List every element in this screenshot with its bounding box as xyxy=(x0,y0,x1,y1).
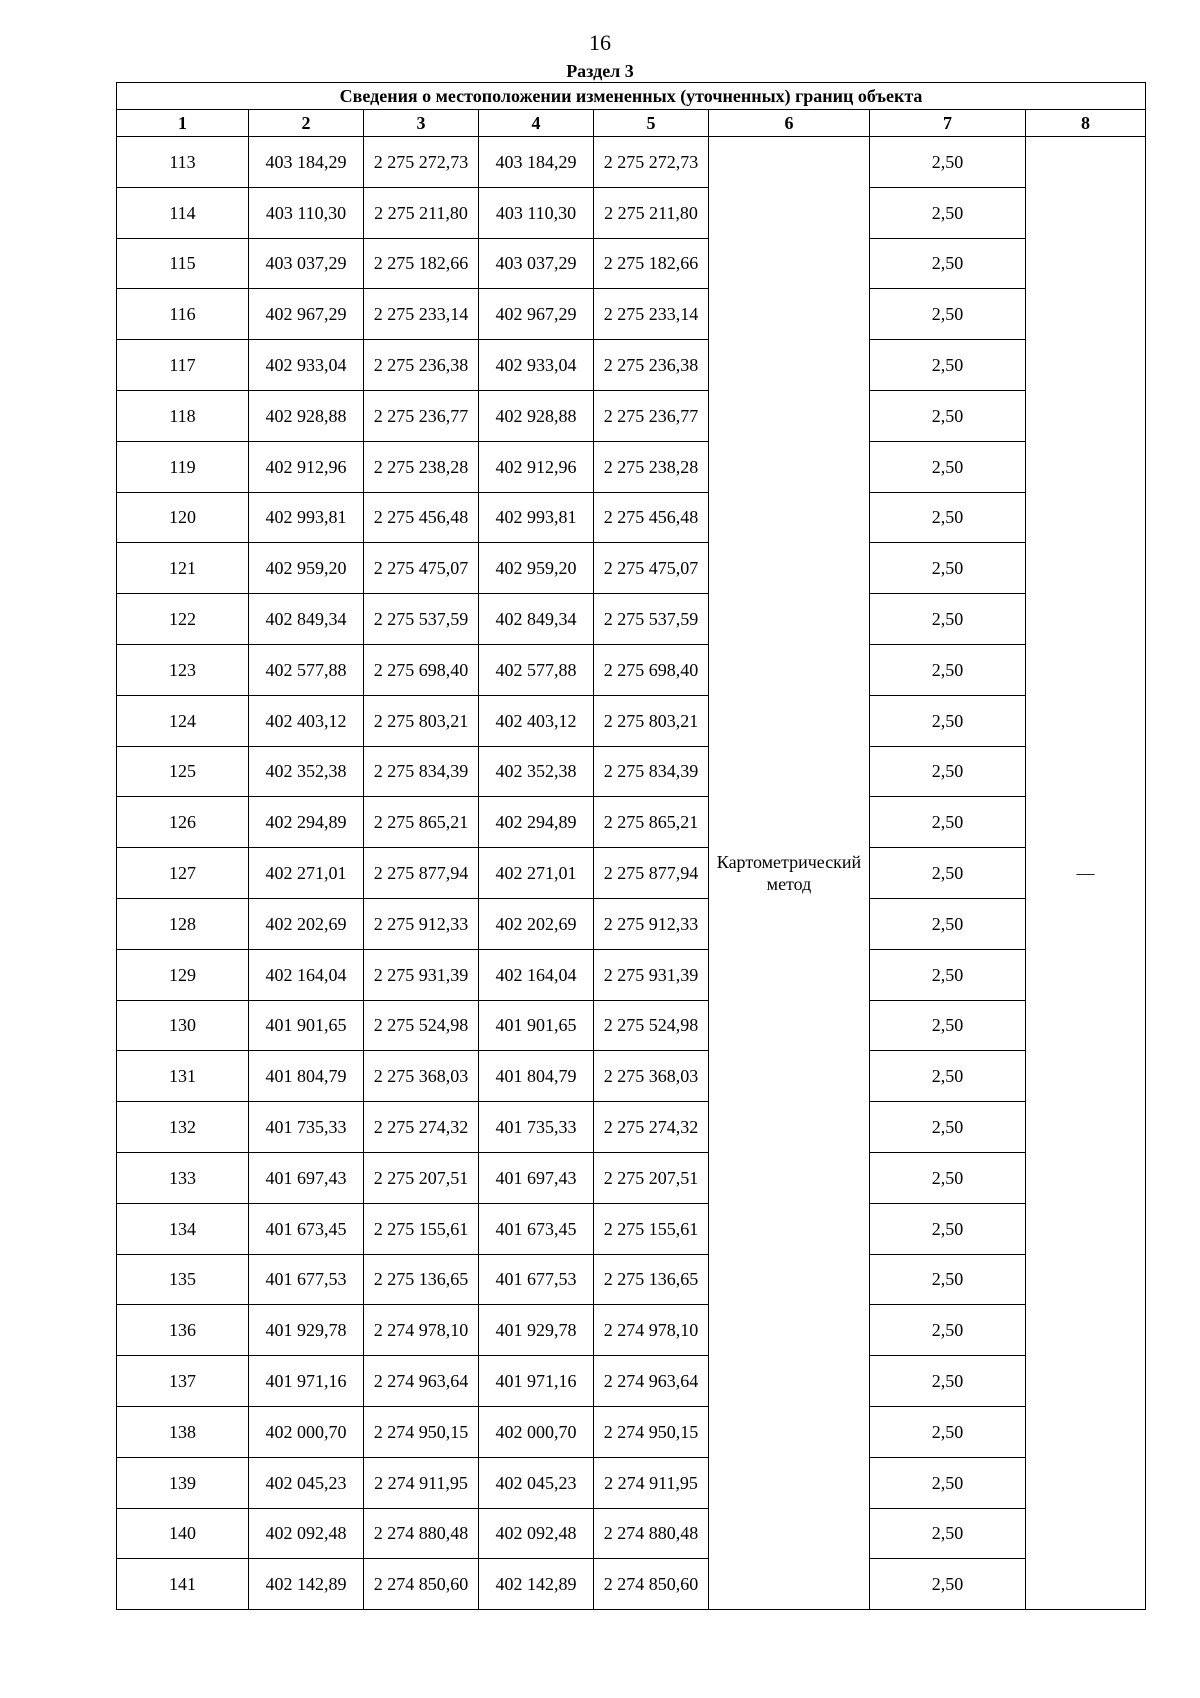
x-new-cell: 403 184,29 xyxy=(479,137,594,188)
column-8-cell: — xyxy=(1026,137,1146,1610)
x-old-cell: 402 164,04 xyxy=(249,949,364,1000)
point-number-cell: 119 xyxy=(117,441,249,492)
y-new-cell: 2 275 207,51 xyxy=(594,1152,709,1203)
y-new-cell: 2 274 963,64 xyxy=(594,1356,709,1407)
x-new-cell: 402 912,96 xyxy=(479,441,594,492)
y-old-cell: 2 275 698,40 xyxy=(364,644,479,695)
x-new-cell: 402 959,20 xyxy=(479,543,594,594)
x-old-cell: 402 271,01 xyxy=(249,848,364,899)
x-old-cell: 402 928,88 xyxy=(249,390,364,441)
x-new-cell: 402 577,88 xyxy=(479,644,594,695)
y-old-cell: 2 275 182,66 xyxy=(364,238,479,289)
accuracy-cell: 2,50 xyxy=(870,137,1026,188)
point-number-cell: 124 xyxy=(117,695,249,746)
accuracy-cell: 2,50 xyxy=(870,340,1026,391)
y-new-cell: 2 275 211,80 xyxy=(594,187,709,238)
accuracy-cell: 2,50 xyxy=(870,1559,1026,1610)
y-new-cell: 2 275 834,39 xyxy=(594,746,709,797)
table-row xyxy=(117,137,1146,188)
y-new-cell: 2 275 931,39 xyxy=(594,949,709,1000)
x-old-cell: 401 929,78 xyxy=(249,1305,364,1356)
y-new-cell: 2 274 911,95 xyxy=(594,1457,709,1508)
x-new-cell: 401 901,65 xyxy=(479,1000,594,1051)
x-old-cell: 402 849,34 xyxy=(249,594,364,645)
accuracy-cell: 2,50 xyxy=(870,695,1026,746)
y-new-cell: 2 275 274,32 xyxy=(594,1102,709,1153)
x-new-cell: 401 673,45 xyxy=(479,1203,594,1254)
table-row xyxy=(117,1051,1146,1102)
table-row xyxy=(117,1254,1146,1305)
y-new-cell: 2 275 912,33 xyxy=(594,898,709,949)
y-new-cell: 2 274 850,60 xyxy=(594,1559,709,1610)
x-old-cell: 402 933,04 xyxy=(249,340,364,391)
column-header: 6 xyxy=(709,110,870,137)
accuracy-cell: 2,50 xyxy=(870,1000,1026,1051)
x-old-cell: 402 045,23 xyxy=(249,1457,364,1508)
page-number: 16 xyxy=(589,30,611,55)
x-new-cell: 402 928,88 xyxy=(479,390,594,441)
y-old-cell: 2 275 155,61 xyxy=(364,1203,479,1254)
x-old-cell: 401 901,65 xyxy=(249,1000,364,1051)
x-new-cell: 402 164,04 xyxy=(479,949,594,1000)
point-number-cell: 116 xyxy=(117,289,249,340)
x-new-cell: 402 993,81 xyxy=(479,492,594,543)
table-row xyxy=(117,1559,1146,1610)
point-number-cell: 131 xyxy=(117,1051,249,1102)
table-row xyxy=(117,898,1146,949)
accuracy-cell: 2,50 xyxy=(870,898,1026,949)
y-old-cell: 2 275 238,28 xyxy=(364,441,479,492)
point-number-cell: 115 xyxy=(117,238,249,289)
x-old-cell: 402 000,70 xyxy=(249,1406,364,1457)
table-caption: Сведения о местоположении измененных (уточненных) границ объекта xyxy=(117,83,1146,110)
point-number-cell: 138 xyxy=(117,1406,249,1457)
y-old-cell: 2 274 950,15 xyxy=(364,1406,479,1457)
x-old-cell: 403 184,29 xyxy=(249,137,364,188)
point-number-cell: 117 xyxy=(117,340,249,391)
y-old-cell: 2 275 931,39 xyxy=(364,949,479,1000)
table-row xyxy=(117,1457,1146,1508)
x-new-cell: 401 929,78 xyxy=(479,1305,594,1356)
y-new-cell: 2 275 136,65 xyxy=(594,1254,709,1305)
x-old-cell: 402 142,89 xyxy=(249,1559,364,1610)
y-new-cell: 2 275 155,61 xyxy=(594,1203,709,1254)
y-old-cell: 2 274 850,60 xyxy=(364,1559,479,1610)
table-row xyxy=(117,695,1146,746)
point-number-cell: 122 xyxy=(117,594,249,645)
x-old-cell: 403 037,29 xyxy=(249,238,364,289)
accuracy-cell: 2,50 xyxy=(870,644,1026,695)
column-header: 8 xyxy=(1026,110,1146,137)
y-new-cell: 2 275 524,98 xyxy=(594,1000,709,1051)
y-old-cell: 2 275 233,14 xyxy=(364,289,479,340)
y-old-cell: 2 275 456,48 xyxy=(364,492,479,543)
point-number-cell: 121 xyxy=(117,543,249,594)
table-row xyxy=(117,441,1146,492)
table-row xyxy=(117,289,1146,340)
x-new-cell: 402 294,89 xyxy=(479,797,594,848)
accuracy-cell: 2,50 xyxy=(870,187,1026,238)
x-new-cell: 402 849,34 xyxy=(479,594,594,645)
y-old-cell: 2 275 368,03 xyxy=(364,1051,479,1102)
y-new-cell: 2 275 537,59 xyxy=(594,594,709,645)
x-new-cell: 402 045,23 xyxy=(479,1457,594,1508)
x-old-cell: 402 993,81 xyxy=(249,492,364,543)
x-old-cell: 402 294,89 xyxy=(249,797,364,848)
accuracy-cell: 2,50 xyxy=(870,797,1026,848)
y-new-cell: 2 275 456,48 xyxy=(594,492,709,543)
y-old-cell: 2 275 274,32 xyxy=(364,1102,479,1153)
y-new-cell: 2 275 233,14 xyxy=(594,289,709,340)
table-row xyxy=(117,1152,1146,1203)
accuracy-cell: 2,50 xyxy=(870,1356,1026,1407)
boundary-table xyxy=(116,82,1146,1610)
point-number-cell: 130 xyxy=(117,1000,249,1051)
x-old-cell: 402 912,96 xyxy=(249,441,364,492)
x-new-cell: 402 967,29 xyxy=(479,289,594,340)
column-header: 2 xyxy=(249,110,364,137)
y-new-cell: 2 274 978,10 xyxy=(594,1305,709,1356)
x-old-cell: 402 092,48 xyxy=(249,1508,364,1559)
y-old-cell: 2 275 877,94 xyxy=(364,848,479,899)
point-number-cell: 120 xyxy=(117,492,249,543)
table-row xyxy=(117,644,1146,695)
column-header: 5 xyxy=(594,110,709,137)
y-old-cell: 2 274 911,95 xyxy=(364,1457,479,1508)
table-row xyxy=(117,238,1146,289)
x-old-cell: 402 967,29 xyxy=(249,289,364,340)
point-number-cell: 113 xyxy=(117,137,249,188)
point-number-cell: 125 xyxy=(117,746,249,797)
table-row xyxy=(117,187,1146,238)
y-old-cell: 2 275 912,33 xyxy=(364,898,479,949)
method-cell: Картометрический метод xyxy=(709,137,870,1610)
y-new-cell: 2 275 698,40 xyxy=(594,644,709,695)
accuracy-cell: 2,50 xyxy=(870,543,1026,594)
x-new-cell: 401 677,53 xyxy=(479,1254,594,1305)
accuracy-cell: 2,50 xyxy=(870,1102,1026,1153)
y-old-cell: 2 274 978,10 xyxy=(364,1305,479,1356)
accuracy-cell: 2,50 xyxy=(870,1152,1026,1203)
accuracy-cell: 2,50 xyxy=(870,1305,1026,1356)
y-old-cell: 2 275 236,38 xyxy=(364,340,479,391)
column-header: 4 xyxy=(479,110,594,137)
x-old-cell: 402 959,20 xyxy=(249,543,364,594)
accuracy-cell: 2,50 xyxy=(870,1254,1026,1305)
point-number-cell: 118 xyxy=(117,390,249,441)
x-old-cell: 403 110,30 xyxy=(249,187,364,238)
point-number-cell: 135 xyxy=(117,1254,249,1305)
table-row xyxy=(117,594,1146,645)
x-new-cell: 401 697,43 xyxy=(479,1152,594,1203)
y-old-cell: 2 274 880,48 xyxy=(364,1508,479,1559)
table-row xyxy=(117,492,1146,543)
x-new-cell: 402 352,38 xyxy=(479,746,594,797)
y-old-cell: 2 275 524,98 xyxy=(364,1000,479,1051)
table-row xyxy=(117,1000,1146,1051)
table-row xyxy=(117,390,1146,441)
point-number-cell: 127 xyxy=(117,848,249,899)
y-old-cell: 2 275 537,59 xyxy=(364,594,479,645)
y-new-cell: 2 274 880,48 xyxy=(594,1508,709,1559)
accuracy-cell: 2,50 xyxy=(870,1051,1026,1102)
y-old-cell: 2 275 136,65 xyxy=(364,1254,479,1305)
y-new-cell: 2 275 182,66 xyxy=(594,238,709,289)
table-row xyxy=(117,1356,1146,1407)
y-new-cell: 2 275 865,21 xyxy=(594,797,709,848)
x-old-cell: 402 202,69 xyxy=(249,898,364,949)
x-new-cell: 401 971,16 xyxy=(479,1356,594,1407)
accuracy-cell: 2,50 xyxy=(870,492,1026,543)
accuracy-cell: 2,50 xyxy=(870,848,1026,899)
table-row xyxy=(117,848,1146,899)
accuracy-cell: 2,50 xyxy=(870,289,1026,340)
y-new-cell: 2 275 803,21 xyxy=(594,695,709,746)
x-new-cell: 402 000,70 xyxy=(479,1406,594,1457)
x-old-cell: 401 673,45 xyxy=(249,1203,364,1254)
point-number-cell: 129 xyxy=(117,949,249,1000)
x-new-cell: 402 403,12 xyxy=(479,695,594,746)
y-new-cell: 2 275 475,07 xyxy=(594,543,709,594)
x-new-cell: 401 735,33 xyxy=(479,1102,594,1153)
point-number-cell: 133 xyxy=(117,1152,249,1203)
x-new-cell: 403 110,30 xyxy=(479,187,594,238)
x-old-cell: 401 677,53 xyxy=(249,1254,364,1305)
y-new-cell: 2 275 238,28 xyxy=(594,441,709,492)
y-old-cell: 2 275 207,51 xyxy=(364,1152,479,1203)
point-number-cell: 140 xyxy=(117,1508,249,1559)
table-row xyxy=(117,1203,1146,1254)
y-new-cell: 2 275 236,38 xyxy=(594,340,709,391)
point-number-cell: 137 xyxy=(117,1356,249,1407)
table-row xyxy=(117,1305,1146,1356)
point-number-cell: 141 xyxy=(117,1559,249,1610)
point-number-cell: 136 xyxy=(117,1305,249,1356)
x-new-cell: 401 804,79 xyxy=(479,1051,594,1102)
x-old-cell: 402 403,12 xyxy=(249,695,364,746)
point-number-cell: 123 xyxy=(117,644,249,695)
y-new-cell: 2 275 236,77 xyxy=(594,390,709,441)
accuracy-cell: 2,50 xyxy=(870,949,1026,1000)
table-row xyxy=(117,1406,1146,1457)
x-new-cell: 402 092,48 xyxy=(479,1508,594,1559)
point-number-cell: 132 xyxy=(117,1102,249,1153)
point-number-cell: 126 xyxy=(117,797,249,848)
accuracy-cell: 2,50 xyxy=(870,1508,1026,1559)
y-old-cell: 2 275 236,77 xyxy=(364,390,479,441)
accuracy-cell: 2,50 xyxy=(870,594,1026,645)
accuracy-cell: 2,50 xyxy=(870,1203,1026,1254)
x-new-cell: 402 271,01 xyxy=(479,848,594,899)
point-number-cell: 128 xyxy=(117,898,249,949)
column-header-row xyxy=(117,110,1146,137)
table-row xyxy=(117,797,1146,848)
table-row xyxy=(117,746,1146,797)
y-new-cell: 2 275 272,73 xyxy=(594,137,709,188)
y-old-cell: 2 275 272,73 xyxy=(364,137,479,188)
table-row xyxy=(117,340,1146,391)
accuracy-cell: 2,50 xyxy=(870,390,1026,441)
accuracy-cell: 2,50 xyxy=(870,441,1026,492)
x-new-cell: 402 202,69 xyxy=(479,898,594,949)
accuracy-cell: 2,50 xyxy=(870,238,1026,289)
x-old-cell: 401 735,33 xyxy=(249,1102,364,1153)
table-row xyxy=(117,543,1146,594)
table-body xyxy=(117,137,1146,1610)
y-old-cell: 2 274 963,64 xyxy=(364,1356,479,1407)
y-new-cell: 2 275 368,03 xyxy=(594,1051,709,1102)
x-new-cell: 402 933,04 xyxy=(479,340,594,391)
table-row xyxy=(117,949,1146,1000)
x-old-cell: 401 804,79 xyxy=(249,1051,364,1102)
point-number-cell: 139 xyxy=(117,1457,249,1508)
y-new-cell: 2 275 877,94 xyxy=(594,848,709,899)
table-row xyxy=(117,1508,1146,1559)
accuracy-cell: 2,50 xyxy=(870,746,1026,797)
column-header: 1 xyxy=(117,110,249,137)
y-old-cell: 2 275 803,21 xyxy=(364,695,479,746)
x-new-cell: 403 037,29 xyxy=(479,238,594,289)
accuracy-cell: 2,50 xyxy=(870,1406,1026,1457)
point-number-cell: 114 xyxy=(117,187,249,238)
accuracy-cell: 2,50 xyxy=(870,1457,1026,1508)
y-old-cell: 2 275 211,80 xyxy=(364,187,479,238)
y-old-cell: 2 275 834,39 xyxy=(364,746,479,797)
column-header: 7 xyxy=(870,110,1026,137)
x-old-cell: 401 697,43 xyxy=(249,1152,364,1203)
y-new-cell: 2 274 950,15 xyxy=(594,1406,709,1457)
x-old-cell: 402 352,38 xyxy=(249,746,364,797)
column-header: 3 xyxy=(364,110,479,137)
point-number-cell: 134 xyxy=(117,1203,249,1254)
x-old-cell: 401 971,16 xyxy=(249,1356,364,1407)
y-old-cell: 2 275 865,21 xyxy=(364,797,479,848)
y-old-cell: 2 275 475,07 xyxy=(364,543,479,594)
table-row xyxy=(117,1102,1146,1153)
x-new-cell: 402 142,89 xyxy=(479,1559,594,1610)
section-title: Раздел 3 xyxy=(566,61,634,81)
x-old-cell: 402 577,88 xyxy=(249,644,364,695)
